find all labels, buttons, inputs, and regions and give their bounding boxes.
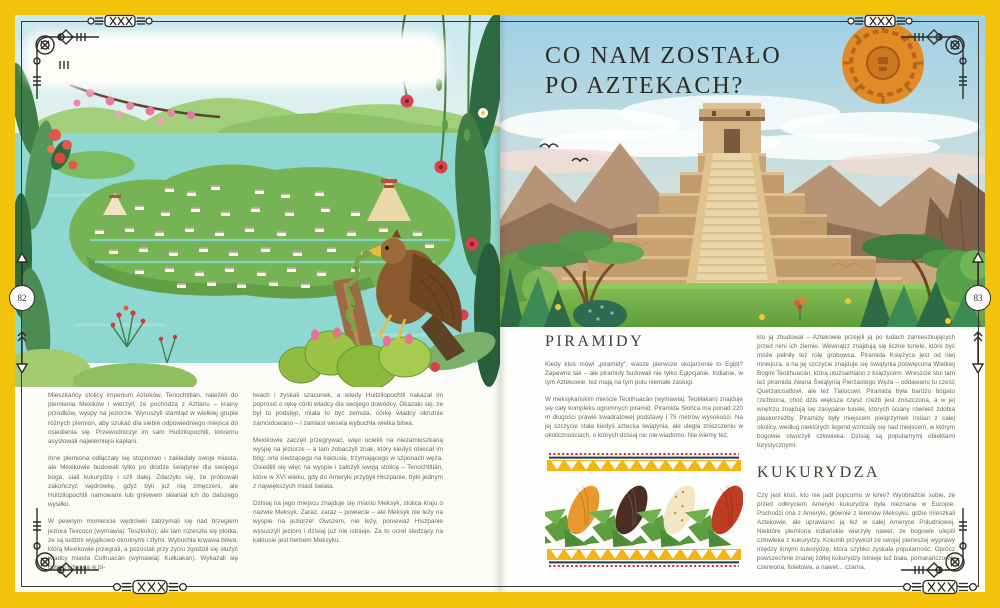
right-page-text bbox=[545, 333, 955, 580]
section-heading-piramidy: PIRAMIDY bbox=[545, 333, 645, 350]
sun-stone-icon bbox=[842, 22, 924, 104]
paragraph: twach i zyskali szacunek, a wtedy Huitzilopochtli nakazał im poprosić o rękę córki władcy dla swojego dowódcy. Okazało się, że był to podstęp, miała to być zemsta, córkę władcy okrutnie zamordowano – i zamiast wesela wybuchła wielka bitwa. bbox=[253, 392, 443, 427]
right-page bbox=[500, 15, 985, 592]
page-number-right: 83 bbox=[965, 285, 991, 311]
paragraph: W pewnym momencie wędrówki zatrzymali się nad brzegiem jeziora Texcoco (wymawiaj: Teszkoko), ale tam rozeszła się plotka, że są ludźmi wyjątkowo okrutnymi i złymi. Wybuchła krwawa bitwa, którą Mexikowie przegrali, a pozostali przy życiu zgodzili się służyć władcy miasta Culhuacán (wymawiaj: Kulłuakan). Wykazali się potem odwagą w bi- bbox=[48, 518, 238, 572]
pyramid-temple bbox=[699, 103, 765, 153]
paragraph: Mieszkańcy stolicy imperium Azteków, Tenochtitlán, należeli do plemienia Mexików i wierzyli, że pochodzą z Aztlanu – krainy przodków, wyspy na jeziorze. Wyruszyli stamtąd w wielkiej grupie różnych plemion, aby szukać dla siebie odpowiedniego miejsca do osiedlenia się. Przewodniczył im sam Huitzilopochtli, któremu asystowali najwierniejsi kapłani. bbox=[48, 392, 238, 446]
right-title-line1: CO NAM ZOSTAŁO bbox=[545, 43, 782, 69]
daisy bbox=[478, 108, 488, 118]
paragraph: kto ją zbudował – Aztekowie przejęli ją po ludach zamieszkujących przed nimi ich ziemie. Wewnątrz znajdują się liczne tunele, które być może pełniły też rolę grobowca. Piramida Księżyca jest od niej mniejsza, a na jej szczycie znajduje się świątynia poświęcona Wielkiej Bogini Teotihuacán, którą utożsamiano z księżycem. Wreszcie stoi tam też piramida zwana Świątynią Pierzastego Węża – oddawano tu cześć Quetzalcoatlowi, ale też Tlalocowi. Piramida była bardzo bogato rzeźbiona, choć dziś większa część rzeźb jest zniszczona, a w jej wnętrzu znajdują się zasypane tunele, których ściany również zdobią płaskorzeźby. Piramidy były miejscem pielgrzymek Indian z całej okolicy, według niektórych legend wznosiły się nad miejscem, w którym bogowie stworzyli człowieka. Dzisiaj są popularnymi obiektami turystycznymi. bbox=[757, 334, 955, 449]
corn-illustration-band bbox=[545, 452, 743, 568]
page-number-left: 82 bbox=[9, 285, 35, 311]
section-heading-kukurydza: KUKURYDZA bbox=[757, 464, 880, 481]
paragraph: Dzisiaj na jego miejscu znajduje się miasto Meksyk, stolica kraju o nazwie Meksyk. Zaraz, zaraz – powiecie – ale Meksyk nie leży na wyspie na jeziorze! Owszem, nie leży, ponieważ Hiszpanie wysuszyli jezioro i dzisiaj już nie istnieje. Za to orzeł siedzący na kaktusie jest herbem Meksyku. bbox=[253, 500, 443, 544]
zigzag-border-top bbox=[547, 454, 741, 471]
paragraph: Kiedy ktoś mówi „piramidy”, wasze pierwsze skojarzenie to Egipt? Zapewne tak – ale piramidy budowali nie tylko Egipcjanie. Indianie, w tym Aztekowie, też mają na tym polu niemałe zasługi. bbox=[545, 361, 743, 386]
left-page bbox=[15, 15, 500, 592]
title-banner bbox=[31, 39, 439, 81]
paragraph: Inne plemiona odłączały się stopniowo i zakładały swoje miasta, ale Mexikowie budowali tylko po drodze świątynie dla swojego boga, siali kukurydzę i szli dalej. Zdarzyło się, że próbowali zakończyć wędrówkę, gdyż byli już nią zmęczeni, ale Huitzilopochtli namowami lub gniewem skłaniał ich do dalszego wysiłku. bbox=[48, 455, 238, 509]
right-text-column-2 bbox=[757, 333, 955, 580]
paragraph: W meksykańskim mieście Teotihuacán (wymawiaj: Teotiłakan) znajduje się cały kompleks ogromnych piramid. Piramida Słońca ma ponad 220 m długości prawie kwadratowej podstawy i 75 metrów wysokości. Na jej szczycie stała kiedyś aztecka świątynia, ale uległa zniszczeniu w okolicznościach, o których dzisiaj nic nie wiadomo. Nie wiemy też, bbox=[545, 396, 743, 439]
pages-area bbox=[15, 15, 985, 592]
paragraph: Czy jest ktoś, kto nie jadł popcornu w kinie? Wyobraźcie sobie, że przed odkryciem Ameryki kukurydza była nieznana w Europie. Pochodzi ona z Ameryki, głównie z terenów Meksyku, gdzie mieszkali Aztekowie, ale uprawiano ją też w całej Ameryce Południowej. Niektóre plemiona indiańskie wierzyły nawet, że bogowie ulepili człowieka z kukurydzy. Kolumb przywiózł ze swojej pierwszej wyprawy między innymi kukurydzę, która szybko zyskała popularność. Oprócz powszechnie znanej żółtej kukurydzy istnieje też biała, pomarańczowa, czerwona, fioletowa, a nawet... czarna. bbox=[757, 492, 955, 571]
left-page-text bbox=[48, 391, 443, 581]
paragraph: Mexikowie zaczęli przegrywać, więc uciekli na niezamieszkaną wyspę na jeziorze – a tam zobaczyli znak, który kiedyś obiecał im bóg: orła siedzącego na kaktusie, trzymającego w szponach węża. Osiedlili się więc na wyspie i założyli swoją stolicę – Tenochtitlán, które w XVI wieku, gdy do Ameryki przybyli Hiszpanie, było jednym z największych miast świata. bbox=[253, 436, 443, 490]
right-text-column-1 bbox=[545, 333, 743, 580]
left-text-column-1 bbox=[48, 391, 238, 581]
right-page-title bbox=[545, 41, 782, 101]
eagle-head bbox=[380, 238, 406, 264]
left-text-column-2 bbox=[253, 391, 443, 581]
cactus-fruit bbox=[311, 330, 319, 341]
zigzag-border-bottom bbox=[547, 549, 741, 566]
right-title-line2: PO AZTEKACH? bbox=[545, 73, 745, 99]
